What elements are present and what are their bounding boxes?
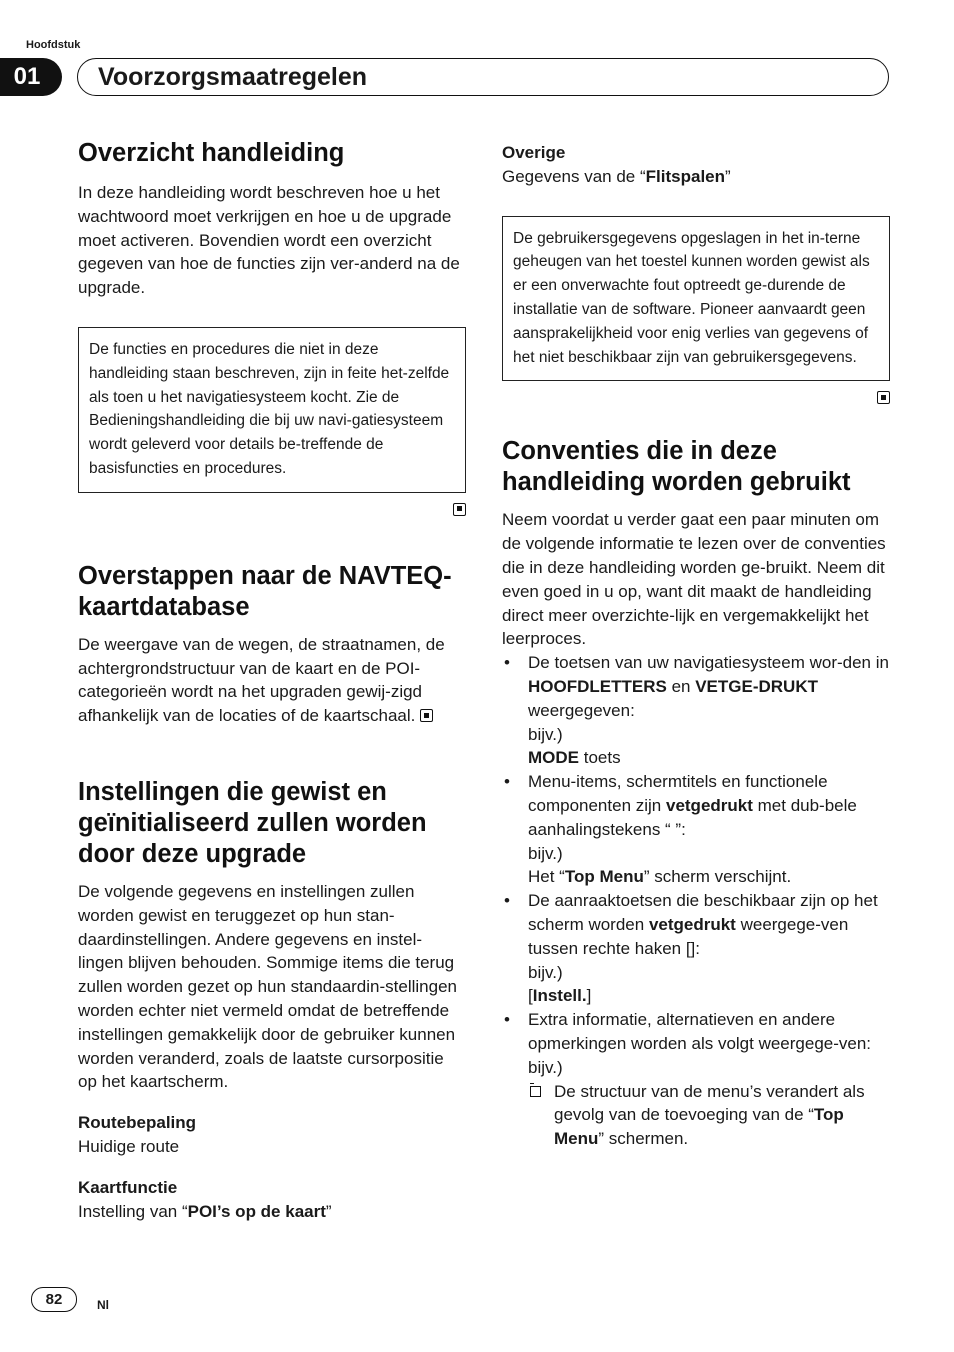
sub-note-text: De structuur van de menu’s verandert als gevolg van de toevoeging van de “	[554, 1081, 865, 1125]
section-body-navteq-text: De weergave van de wegen, de straatnamen, de achtergrondstructuur van de kaart en de POI-categorieën wordt na het upgraden gewij-zigd afhankelijk van de locaties of de kaartschaal.	[78, 634, 445, 726]
example-text: toets	[579, 748, 621, 768]
section-title-overzicht: Overzicht handleiding	[78, 139, 345, 167]
chapter-number-badge: 01	[0, 58, 62, 96]
section-title-conventies: Conventies die in deze handleiding worden gebruikt	[502, 437, 851, 497]
list-item-bold: HOOFDLETTERS	[528, 676, 667, 696]
section-body-navteq	[78, 633, 466, 728]
list-item-text: De toetsen van uw navigatiesysteem wor-den in	[528, 653, 889, 673]
section-body-instellingen: De volgende gegevens en instellingen zullen worden gewist en teruggezet op hun stan-daardinstellingen. Andere gegevens en instel-lingen blijven behouden. Sommige items die terug zullen worden gezet op hun standaardin-stellingen worden echter niet vermeld omdat de betreffende instellingen gemakkelijk door de gebruiker kunnen worden veranderd, zoals de laatste cursorpositie op het kaartscherm.	[78, 881, 457, 1092]
other-value-prefix: Gegevens van de “	[502, 166, 646, 186]
list-item	[502, 770, 890, 889]
example-label: bijv.)	[528, 724, 563, 744]
example-value	[528, 984, 890, 1008]
map-value-bold: POI’s op de kaart	[187, 1201, 326, 1221]
route-label: Routebepaling	[78, 1113, 197, 1133]
map-value-suffix: ”	[325, 1201, 332, 1221]
end-mark-icon	[877, 391, 890, 404]
other-value	[502, 165, 890, 189]
end-mark-icon	[453, 503, 466, 516]
section-end-2	[502, 390, 890, 406]
example-text: ” scherm verschijnt.	[643, 867, 792, 887]
checkbox-glyph-icon	[530, 1086, 541, 1097]
example-bold: MODE	[528, 748, 579, 768]
example-label: bijv.)	[528, 843, 563, 863]
sub-note	[528, 1080, 890, 1151]
example-text: ]	[586, 986, 592, 1006]
list-item	[502, 889, 890, 1008]
list-item-text: Extra informatie, alternatieven en andere opmerkingen worden als volgt weergege-ven:	[528, 1010, 872, 1053]
section-end-1	[78, 502, 466, 518]
section-body-overzicht: In deze handleiding wordt beschreven hoe u het wachtwoord moet verkrijgen en hoe u de upgrade moet activeren. Bovendien wordt een overzicht gegeven van hoe de functies zijn ver-anderd na de upgrade.	[78, 183, 460, 298]
chapter-title	[77, 58, 889, 96]
list-item-text: De aanraaktoetsen die beschikbaar zijn op het scherm worden	[528, 891, 878, 934]
list-item	[502, 651, 890, 770]
page-number: 82	[31, 1287, 77, 1312]
list-item-bold: vetgedrukt	[648, 914, 736, 934]
example-value	[528, 865, 890, 889]
example-text: Het “	[528, 867, 565, 887]
language-code: Nl	[97, 1298, 109, 1312]
left-column	[78, 138, 466, 1223]
right-column	[502, 141, 890, 1151]
example-bold: Instell.	[532, 986, 587, 1006]
list-item-text: en	[666, 676, 696, 696]
note-box-gebruikersgegevens: De gebruikersgegevens opgeslagen in het in-terne geheugen van het toestel kunnen worden gewist als er een onverwachte fout optreedt ge-durende de installatie van de software. Pioneer aanvaardt geen aansprakelijkheid voor enig verlies van gegevens of het niet beschikbaar zijn van gebruikersgegevens.	[502, 216, 890, 382]
example-text: [	[528, 986, 533, 1006]
other-value-suffix: ”	[725, 166, 731, 186]
list-item	[502, 1008, 890, 1151]
list-item-bold: VETGE-DRUKT	[695, 676, 818, 696]
list-item-text: Menu-items, schermtitels en functionele componenten zijn	[528, 772, 828, 815]
chapter-label: Hoofdstuk	[26, 39, 81, 51]
other-label: Overige	[502, 143, 566, 162]
note-box-functies: De functies en procedures die niet in deze handleiding staan beschreven, zijn in feite het-zelfde als toen u het navigatiesysteem kocht. Zie de Bedieningshandleiding die bij uw navi-gatiesysteem wordt geleverd voor details be-treffende de basisfuncties en procedures.	[78, 327, 466, 493]
example-label: bijv.)	[528, 1057, 563, 1077]
section-title-instellingen: Instellingen die gewist en geïnitialiseerd zullen worden door deze upgrade	[78, 777, 427, 868]
route-value: Huidige route	[78, 1136, 180, 1156]
list-item-text: weergege-ven tussen rechte haken []:	[528, 914, 849, 958]
sub-note-bold: Top Menu	[554, 1105, 844, 1149]
example-bold: Top Menu	[564, 867, 644, 887]
end-mark-icon	[420, 709, 433, 722]
map-label: Kaartfunctie	[78, 1177, 178, 1197]
sub-note-text: ” schermen.	[598, 1129, 689, 1149]
section-body-conventies: Neem voordat u verder gaat een paar minuten om de volgende informatie te lezen over de conventies die in deze handleiding worden ge-bruikt. Neem dit even goed in u op, want dit maakt de handleiding direct meer overzichte-lijk en vergemakkelijkt het leerproces.	[502, 510, 886, 649]
chapter-title-text: Voorzorgsmaatregelen	[98, 62, 368, 91]
list-item-text: met dub-bele aanhalingstekens “ ”:	[528, 795, 857, 839]
section-title-navteq: Overstappen naar de NAVTEQ-kaartdatabase	[78, 561, 452, 621]
list-item-bold: vetgedrukt	[665, 795, 753, 815]
other-value-bold: Flitspalen	[645, 166, 726, 186]
list-item-text: weergegeven:	[528, 700, 635, 720]
conventions-list	[502, 651, 890, 1151]
example-label: bijv.)	[528, 962, 563, 982]
map-value	[78, 1200, 466, 1224]
map-value-prefix: Instelling van “	[78, 1201, 188, 1221]
example-value	[528, 746, 890, 770]
